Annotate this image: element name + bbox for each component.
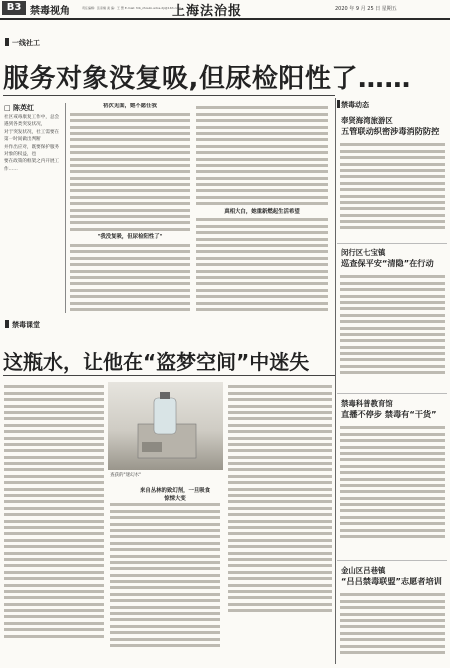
section-title: 禁毒视角 [30,6,70,17]
subheading: 初次见面，她不愿任我 [103,103,157,109]
news-brief-title: 巡查保平安“清隐”在行动 [341,258,434,268]
issue-date: 2020 年 9 月 25 日 星期五 [335,6,397,12]
body-column [4,382,104,664]
brief-divider [337,393,447,394]
headline-rule [3,95,335,96]
column-divider [65,103,66,313]
lede-line: 社区戒毒康复工作中，总会遇到各类突发状况， [4,115,60,128]
page-number: B3 [2,1,26,15]
lede-paragraph [4,114,62,276]
news-brief-title: 直播不停步 禁毒有“干货” [341,409,437,419]
subheading: 来自丛林的致幻剂，一旦吸食惊悚大变 [139,488,211,502]
body-column [70,103,190,313]
news-brief-dept: 金山区吕巷镇 [341,566,386,575]
subheading: "我没复吸，但尿检阳性了" [97,234,163,241]
photo-illustration [108,382,223,470]
column-tag: 一线社工 [12,39,40,47]
photo-caption: 查获的"迷幻水" [110,473,142,478]
newspaper-masthead: 上海法治报 [172,4,243,19]
news-brief-body [340,272,445,384]
news-brief-body [340,140,445,240]
brief-divider [337,243,447,244]
column-tag-marker [337,100,340,108]
news-brief-body [340,423,445,553]
subheading: 真相大白，她重新燃起生活希望 [224,208,300,215]
body-column [228,382,332,664]
news-brief-title: 五管联动织密涉毒消防防控 [341,126,440,136]
news-brief-dept: 禁毒科普教育馆 [341,399,393,408]
lede-line: 对于突发状况，社工需要在第一时间做出判断 [4,129,60,143]
column-divider [335,98,336,664]
column-tag-marker [5,38,9,46]
news-brief-title: “吕吕禁毒联盟”志愿者培训 [341,576,442,586]
news-brief-body [340,590,445,664]
body-column [196,103,328,313]
body-column [110,500,220,664]
editor-credits: 责任编辑：张彦楠 美 编：王 慧 E-mail: fzb_zhoubi.ados.dji@163.com [82,6,181,10]
headline-rule [3,375,335,376]
secondary-headline: 这瓶水，让他在“盗梦空间”中迷失 [3,350,310,374]
column-tag: 禁毒课堂 [12,321,40,329]
column-tag-marker [5,320,9,328]
news-brief-dept: 奉贤海湾旅游区 [341,116,393,125]
news-brief-dept: 闵行区七宝镇 [341,248,386,257]
lede-line: 并作出应对，既要保护服务对象的权益，也 [4,144,60,158]
lede-line: 要在政策的框架之内开展工作…… [4,159,60,172]
news-photo [108,382,223,470]
brief-divider [337,560,447,561]
byline: □ 陈英红 [4,104,35,112]
column-tag: 禁毒动态 [341,101,369,109]
main-headline: 服务对象没复吸,但尿检阳性了…… [3,64,411,94]
